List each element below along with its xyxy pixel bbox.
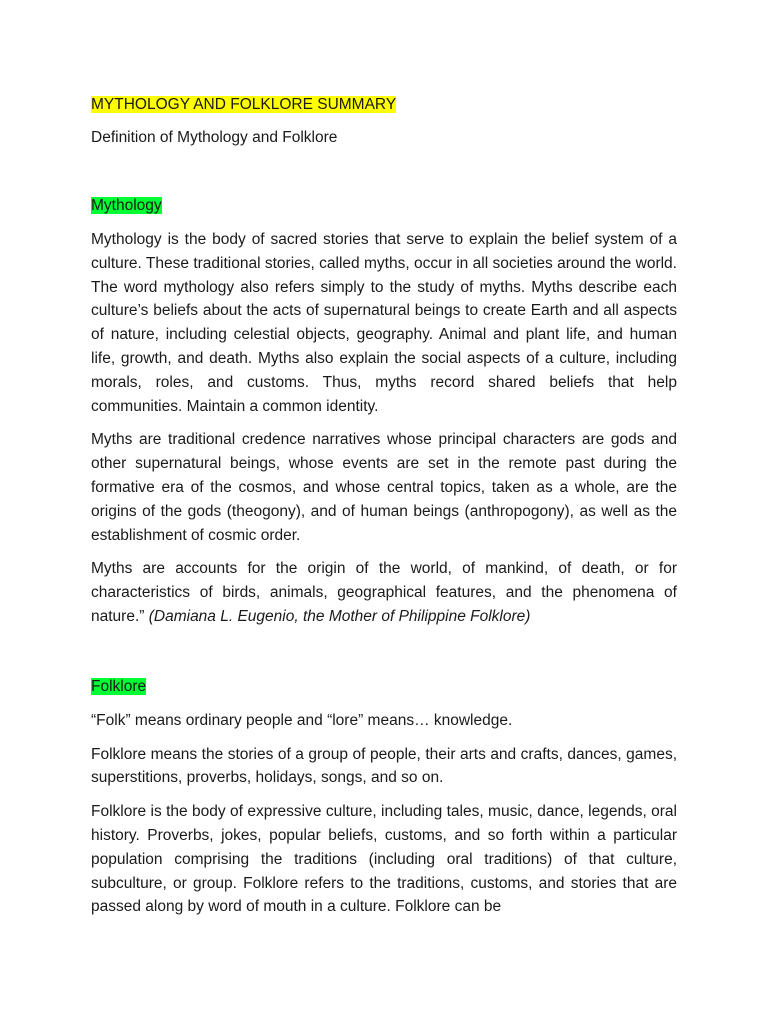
paragraph-folk-lore-meaning: “Folk” means ordinary people and “lore” means… knowledge. — [91, 711, 513, 729]
paragraph-myths-narratives: Myths are traditional credence narratives whose principal characters are gods and other supernatural beings, whose events are set in the remote past during the formative era of the cosmos, and whose central topics, taken as a whole, are the origins of the gods (theogony), and of human beings (anthropogony), as well as the establishment of cosmic order. — [91, 431, 677, 544]
paragraph-myths-accounts — [91, 557, 677, 628]
document-subtitle: Definition of Mythology and Folklore — [91, 129, 338, 146]
quote-text: Myths are accounts for the origin of the world, of mankind, of death, or for characteristics of birds, animals, geographical features, and the phenomena of nature.” — [91, 560, 677, 625]
paragraph-mythology-definition: Mythology is the body of sacred stories that serve to explain the belief system of a culture. These traditional stories, called myths, occur in all societies around the world. The word mythology also refers simply to the study of myths. Myths describe each culture’s beliefs about the acts of supernatural beings to create Earth and all aspects of nature, including celestial objects, geography. Animal and plant life, and human life, growth, and death. Myths also explain the social aspects of a culture, including morals, roles, and customs. Thus, myths record shared beliefs that help communities. Maintain a common identity. — [91, 231, 677, 415]
section-heading-folklore: Folklore — [91, 677, 147, 695]
section-heading-line-folklore — [91, 676, 677, 697]
quote-citation: (Damiana L. Eugenio, the Mother of Philippine Folklore) — [148, 607, 531, 625]
document-title: MYTHOLOGY AND FOLKLORE SUMMARY — [91, 96, 397, 113]
paragraph-folklore-body: Folklore is the body of expressive culture, including tales, music, dance, legends, oral history. Proverbs, jokes, popular beliefs, customs, and so forth within a particular population comprising the traditions (including oral traditions) of that culture, subculture, or group. Folklore refers to the traditions, customs, and stories that are passed along by word of mouth in a culture. Folklore can be — [91, 803, 677, 916]
section-heading-line-mythology — [91, 195, 677, 216]
section-heading-mythology: Mythology — [91, 197, 162, 214]
paragraph-folklore-stories: Folklore means the stories of a group of people, their arts and crafts, dances, games, superstitions, proverbs, holidays, songs, and so on. — [91, 745, 677, 787]
document-title-line — [91, 94, 677, 115]
